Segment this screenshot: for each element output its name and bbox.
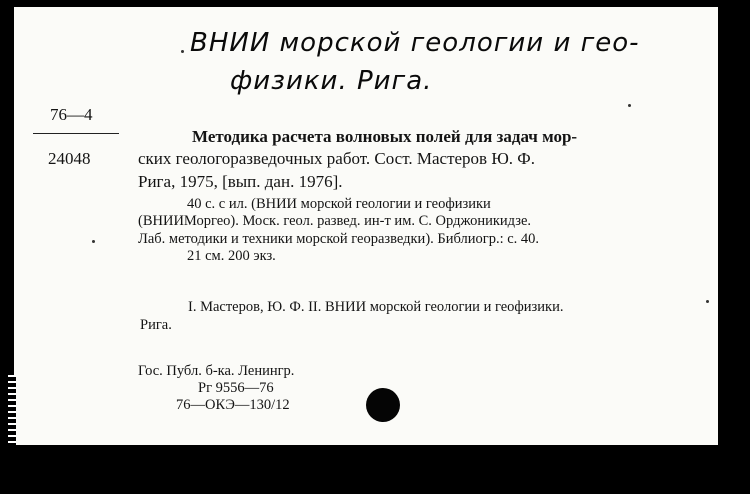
library-line-2: Рг 9556—76 — [198, 380, 274, 396]
library-line-3: 76—ОКЭ—130/12 — [176, 397, 290, 413]
description-line-1: 40 с. с ил. (ВНИИ морской геологии и геофизики — [187, 196, 491, 212]
handwritten-note-line-1: ВНИИ морской геологии и гео- — [190, 28, 640, 58]
classification-number: 76—4 — [50, 105, 93, 124]
ink-stamp-blot — [366, 388, 400, 422]
tracings-line-2: Рига. — [140, 317, 172, 333]
scan-speck — [181, 50, 184, 53]
entry-line-2: ских геологоразведочных работ. Сост. Мастеров Ю. Ф. — [138, 149, 535, 168]
call-number-divider — [33, 133, 119, 134]
description-line-3: Лаб. методики и техники морской георазведки). Библиогр.: с. 40. — [138, 231, 540, 247]
handwritten-note-line-2: физики. Рига. — [230, 66, 433, 96]
description-line-2: (ВНИИМоргео). Моск. геол. развед. ин-т им. С. Орджоникидзе. — [138, 213, 532, 229]
scan-edge-artifact — [8, 375, 16, 445]
inventory-number: 24048 — [48, 149, 91, 168]
entry-title: Методика расчета волновых полей для задач мор- — [192, 127, 578, 146]
scan-speck — [706, 300, 709, 303]
scan-speck — [92, 240, 95, 243]
library-line-1: Гос. Публ. б-ка. Ленингр. — [138, 363, 295, 379]
entry-line-3: Рига, 1975, [вып. дан. 1976]. — [138, 172, 343, 191]
tracings-line-1: I. Мастеров, Ю. Ф. II. ВНИИ морской геологии и геофизики. — [188, 299, 564, 315]
description-line-4: 21 см. 200 экз. — [187, 248, 276, 264]
scan-speck — [628, 104, 631, 107]
